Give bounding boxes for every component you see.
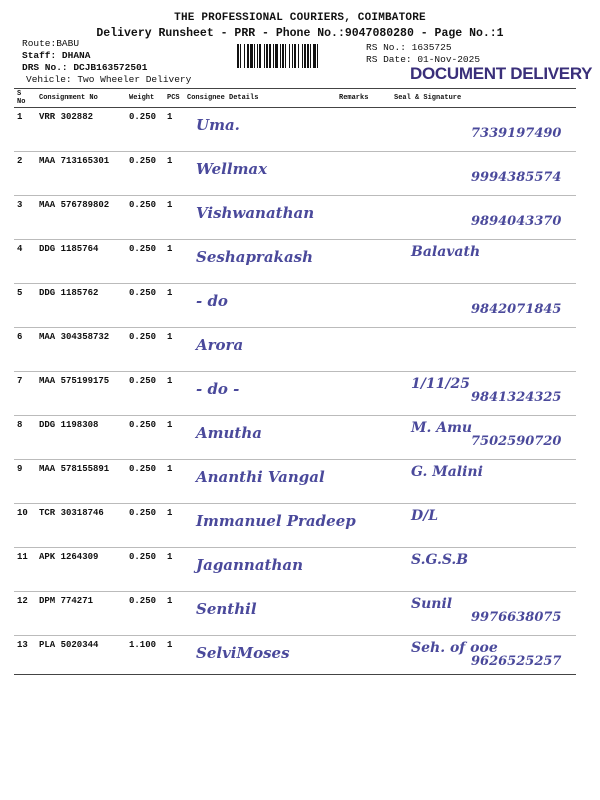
cell-seal-signature [391,504,576,548]
cell-seal-signature [391,240,576,284]
barcode [236,44,362,68]
cell-sno: 1 [14,108,36,152]
cell-remarks [336,108,391,152]
cell-consignee [184,196,336,240]
col-header-remarks: Remarks [336,89,391,108]
consignee-handwriting: Jagannathan [196,556,304,574]
rs-no-value: 1635725 [411,42,452,53]
consignee-handwriting: Vishwanathan [196,204,315,222]
document-delivery-stamp: DOCUMENT DELIVERY [410,64,593,83]
table-row [14,548,576,592]
drs-value: DCJB163572501 [73,62,148,73]
cell-pcs: 1 [164,152,184,196]
cell-consignee [184,328,336,372]
cell-pcs: 1 [164,196,184,240]
cell-weight: 0.250 [126,328,164,372]
cell-remarks [336,460,391,504]
signature-handwriting: Seh. of ooe [411,640,498,656]
cell-weight: 0.250 [126,284,164,328]
cell-sno: 9 [14,460,36,504]
cell-weight: 0.250 [126,504,164,548]
col-header-pcs: PCS [164,89,184,108]
cell-consignment-no: DDG 1185762 [36,284,126,328]
cell-sno: 2 [14,152,36,196]
cell-consignment-no: PLA 5020344 [36,636,126,675]
table-row [14,372,576,416]
cell-weight: 0.250 [126,152,164,196]
company-name: THE PROFESSIONAL COURIERS, COIMBATORE [174,12,426,24]
signature-handwriting: Balavath [411,244,481,260]
vehicle-value: Two Wheeler Delivery [77,74,192,85]
route-value: BABU [56,38,80,49]
cell-pcs: 1 [164,372,184,416]
cell-weight: 0.250 [126,416,164,460]
phone-handwriting: 7502590720 [471,434,562,449]
cell-sno: 5 [14,284,36,328]
cell-consignee [184,504,356,548]
table-row [14,284,576,328]
cell-pcs: 1 [164,416,184,460]
cell-seal-signature [391,460,576,504]
consignee-handwriting: Senthil [196,600,257,618]
cell-sno: 8 [14,416,36,460]
rs-date-label: RS Date: [366,54,412,65]
cell-weight: 0.250 [126,460,164,504]
cell-seal-signature [391,196,576,240]
cell-consignment-no: MAA 713165301 [36,152,126,196]
signature-handwriting: S.G.S.B [411,552,469,568]
cell-weight: 0.250 [126,372,164,416]
cell-sno: 3 [14,196,36,240]
route-label: Route: [22,38,57,49]
cell-sno: 13 [14,636,36,675]
cell-consignment-no: DDG 1185764 [36,240,126,284]
consignee-handwriting: SelviMoses [196,644,290,662]
cell-pcs: 1 [164,592,184,636]
cell-remarks [336,284,391,328]
table-row [14,636,576,675]
table-row [14,460,576,504]
cell-pcs: 1 [164,108,184,152]
cell-remarks [336,152,391,196]
cell-seal-signature [391,284,576,328]
cell-remarks [336,240,391,284]
route-line [22,38,79,49]
cell-seal-signature [391,636,576,675]
cell-consignee [184,636,336,675]
cell-pcs: 1 [164,548,184,592]
signature-handwriting: G. Malini [411,464,483,480]
table-row [14,152,576,196]
cell-seal-signature [391,152,576,196]
cell-pcs: 1 [164,240,184,284]
cell-consignment-no: MAA 304358732 [36,328,126,372]
cell-seal-signature [391,328,576,372]
table-row [14,592,576,636]
consignee-handwriting: - do - [196,380,240,398]
consignee-handwriting: Ananthi Vangal [196,468,325,486]
cell-sno: 7 [14,372,36,416]
phone-handwriting: 9841324325 [471,390,562,405]
table-row [14,504,576,548]
staff-line [22,50,90,61]
consignee-handwriting: Arora [196,336,244,354]
phone-handwriting: 9976638075 [471,610,562,625]
cell-pcs: 1 [164,460,184,504]
table-row [14,240,576,284]
cell-pcs: 1 [164,636,184,675]
cell-sno: 11 [14,548,36,592]
cell-consignment-no: MAA 576789802 [36,196,126,240]
cell-consignee [184,548,336,592]
cell-consignee [184,152,336,196]
col-header-consignment: Consignment No [36,89,126,108]
cell-consignment-no: DPM 774271 [36,592,126,636]
signature-handwriting: Sunil [411,596,453,612]
cell-weight: 1.100 [126,636,164,675]
cell-consignment-no: APK 1264309 [36,548,126,592]
consignee-handwriting: Wellmax [196,160,268,178]
cell-consignment-no: TCR 30318746 [36,504,126,548]
cell-consignment-no: DDG 1198308 [36,416,126,460]
cell-seal-signature [391,416,576,460]
cell-consignee [184,240,336,284]
cell-sno: 12 [14,592,36,636]
cell-consignee [184,416,336,460]
cell-consignment-no: MAA 578155891 [36,460,126,504]
phone-handwriting: 7339197490 [471,126,562,141]
cell-consignee [184,372,336,416]
cell-remarks [336,592,391,636]
cell-consignment-no: MAA 575199175 [36,372,126,416]
signature-handwriting: D/L [411,508,439,524]
cell-sno: 6 [14,328,36,372]
signature-handwriting: 1/11/25 [411,376,470,392]
cell-seal-signature [391,548,576,592]
col-header-signature: Seal & Signature [391,89,576,108]
staff-value: DHANA [61,50,91,61]
cell-pcs: 1 [164,328,184,372]
cell-weight: 0.250 [126,196,164,240]
col-header-consignee: Consignee Details [184,89,336,108]
cell-seal-signature [391,108,576,152]
drs-line [22,62,147,73]
cell-consignment-no: VRR 302882 [36,108,126,152]
cell-pcs: 1 [164,504,184,548]
cell-pcs: 1 [164,284,184,328]
vehicle-label: Vehicle: [26,74,72,85]
table-row [14,108,576,152]
phone-handwriting: 9894043370 [471,214,562,229]
cell-weight: 0.250 [126,592,164,636]
consignee-handwriting: Seshaprakash [196,248,314,266]
delivery-table [14,88,576,675]
drs-label: DRS No.: [22,62,68,73]
cell-seal-signature [391,592,576,636]
table-row [14,416,576,460]
phone-handwriting: 9842071845 [471,302,562,317]
rs-date-value: 01-Nov-2025 [417,54,481,65]
consignee-handwriting: - do [196,292,228,310]
cell-remarks [336,416,391,460]
phone-handwriting: 9626525257 [471,654,562,669]
col-header-weight: Weight [126,89,164,108]
cell-sno: 4 [14,240,36,284]
cell-remarks [336,548,391,592]
cell-weight: 0.250 [126,548,164,592]
table-row [14,196,576,240]
rs-no-line [366,42,452,53]
consignee-handwriting: Uma. [196,116,240,134]
cell-remarks [336,372,391,416]
signature-handwriting: M. Amu [411,420,473,436]
consignee-handwriting: Amutha [196,424,262,442]
table-header-row [14,89,576,108]
runsheet-title: Delivery Runsheet - PRR - Phone No.:9047080280 - Page No.:1 [96,27,504,40]
cell-consignee [184,284,336,328]
cell-remarks [336,636,391,675]
vehicle-line [26,74,191,85]
cell-remarks [336,196,391,240]
col-header-sno: S No [14,89,36,108]
cell-weight: 0.250 [126,240,164,284]
cell-consignee [184,460,336,504]
consignee-handwriting: Immanuel Pradeep [196,512,356,530]
cell-sno: 10 [14,504,36,548]
cell-weight: 0.250 [126,108,164,152]
staff-label: Staff: [22,50,57,61]
cell-consignee [184,108,336,152]
cell-seal-signature [391,372,576,416]
cell-remarks [336,328,391,372]
rs-no-label: RS No.: [366,42,406,53]
cell-consignee [184,592,336,636]
phone-handwriting: 9994385574 [471,170,562,185]
table-row [14,328,576,372]
